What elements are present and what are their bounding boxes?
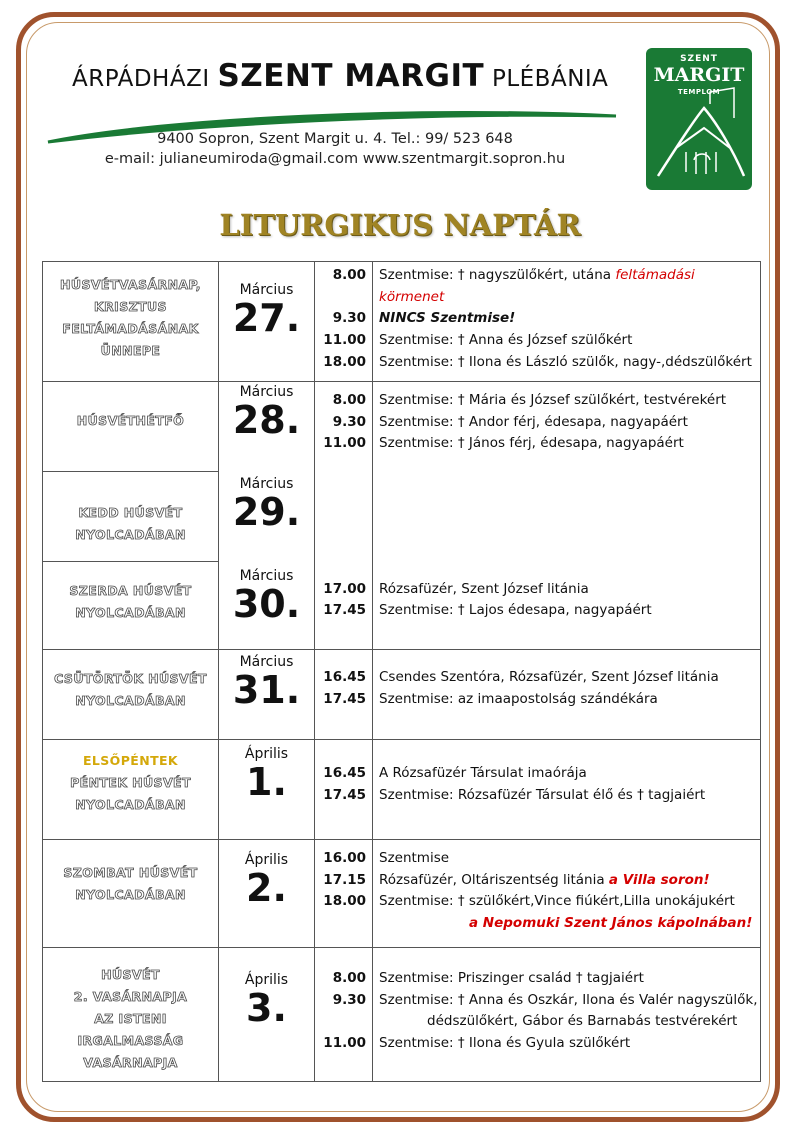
mass-intention [373, 308, 760, 330]
day-row [43, 262, 761, 382]
mass-intention [373, 913, 760, 935]
church-drawing-icon [646, 48, 752, 190]
feast-name-line: SZOMBAT HÚSVÉT [63, 865, 198, 880]
feast-cell [43, 948, 219, 1082]
mass-time: 11.00 [323, 332, 366, 349]
date-cell [219, 948, 315, 1082]
feast-name-line: ÜNNEPE [100, 343, 161, 358]
month-label: Március [239, 475, 294, 492]
mass-intention [373, 1033, 760, 1055]
intention-text: Szentmise: az imaapostolság szándékára [379, 690, 658, 707]
mass-intention [373, 1011, 760, 1033]
day-number: 27. [232, 296, 301, 340]
contact-line: e-mail: julianeumiroda@gmail.com www.szentmargit.sopron.hu [104, 151, 566, 167]
intention-text: dédszülőkért, Gábor és Barnabás testvérekért [427, 1013, 738, 1030]
day-number: 2. [246, 866, 287, 910]
time-cell [315, 562, 373, 650]
location-note: a Villa soron! [608, 871, 710, 888]
intention-text: Csendes Szentóra, Rózsafüzér, Szent József litánia [379, 669, 719, 685]
mass-intention [373, 390, 760, 412]
intention-cell [373, 472, 761, 562]
day-number: 29. [232, 489, 301, 534]
intention-text: Rózsafüzér, Szent József litánia [379, 580, 589, 597]
day-number: 31. [232, 668, 301, 712]
mass-intention [373, 763, 760, 785]
month-label: Március [239, 654, 294, 670]
feast-name-line: NYOLCADÁBAN [75, 527, 186, 542]
feast-cell [43, 840, 219, 948]
logo-line2: MARGIT [653, 64, 745, 86]
day-number: 28. [232, 398, 301, 442]
address-line: 9400 Sopron, Szent Margit u. 4. Tel.: 99/ 523 648 [157, 131, 513, 147]
feast-cell [43, 382, 219, 472]
intention-text: Szentmise: † Mária és József szülőkért, testvérekért [379, 392, 727, 408]
mass-intention [373, 330, 760, 352]
mass-intention [373, 667, 760, 689]
intention-text: A Rózsafüzér Társulat imaórája [379, 765, 587, 781]
feast-name-line: HÚSVÉT [101, 967, 160, 982]
intention-text: Szentmise: † Ilona és Gyula szülőkért [379, 1035, 631, 1052]
mass-time: 9.30 [332, 413, 366, 430]
mass-time: 18.00 [323, 353, 366, 370]
intention-text: Szentmise: † Andor férj, édesapa, nagyapáért [379, 413, 688, 430]
time-cell [315, 472, 373, 562]
day-number: 3. [246, 986, 287, 1030]
procession-note: feltámadási [615, 267, 695, 283]
logo-line1: SZENT [680, 54, 718, 64]
intention-cell [373, 840, 761, 948]
mass-time [315, 1011, 372, 1033]
location-note: a Nepomuki Szent János kápolnában! [469, 915, 753, 932]
mass-time: 17.00 [323, 580, 366, 597]
feast-name-line: NYOLCADÁBAN [75, 887, 186, 902]
intention-cell [373, 948, 761, 1082]
mass-intention [373, 990, 760, 1012]
intention-cell [373, 562, 761, 650]
feast-name-line: NYOLCADÁBAN [75, 693, 186, 708]
time-cell [315, 650, 373, 740]
mass-intention [373, 689, 760, 711]
mass-intention [373, 785, 760, 807]
date-cell [219, 562, 315, 650]
church-logo [646, 48, 752, 190]
feast-name-line: NYOLCADÁBAN [75, 797, 186, 812]
month-label: Március [239, 384, 294, 400]
mass-time: 8.00 [332, 970, 366, 986]
intention-cell [373, 650, 761, 740]
feast-cell [43, 472, 219, 562]
intention-text: Rózsafüzér, Oltáriszentség litánia [379, 871, 609, 888]
mass-time: 16.45 [323, 669, 366, 685]
feast-name-line: KRISZTUS [94, 299, 167, 314]
mass-intention [373, 891, 760, 913]
mass-time: 8.00 [332, 267, 366, 283]
feast-name-line: AZ ISTENI IRGALMASSÁG [77, 1011, 184, 1048]
day-row [43, 382, 761, 472]
intention-cell [373, 262, 761, 382]
feast-name-line: VASÁRNAPJA [83, 1055, 178, 1070]
day-row [43, 650, 761, 740]
mass-intention [373, 287, 760, 309]
feast-highlight: ELSŐPÉNTEK [82, 753, 179, 768]
mass-time: 11.00 [323, 435, 366, 452]
feast-name-line: PÉNTEK HÚSVÉT [70, 775, 191, 790]
feast-name-line: 2. VASÁRNAPJA [73, 989, 188, 1004]
liturgical-calendar [42, 261, 761, 1082]
mass-intention [373, 579, 760, 601]
date-cell [219, 262, 315, 382]
date-cell [219, 650, 315, 740]
time-cell [315, 740, 373, 840]
time-cell [315, 382, 373, 472]
mass-time [315, 287, 372, 309]
feast-name-line: FELTÁMADÁSÁNAK [62, 321, 199, 336]
mass-intention [373, 870, 760, 892]
feast-name-line: KEDD HÚSVÉT [78, 505, 183, 520]
day-row [43, 840, 761, 948]
mass-time: 11.00 [323, 1035, 366, 1052]
time-cell [315, 840, 373, 948]
intention-text: Szentmise: † nagyszülőkért, utána [379, 267, 616, 283]
intention-text: Szentmise: † Anna és Oszkár, Ilona és Valér nagyszülők, [379, 991, 758, 1008]
month-label: Március [239, 282, 294, 298]
mass-intention [373, 848, 760, 870]
feast-name-line: SZERDA HÚSVÉT [69, 583, 192, 598]
day-row [43, 562, 761, 650]
page-title: LITURGIKUS NAPTÁR [219, 208, 581, 242]
mass-intention [373, 412, 760, 434]
feast-name-line: CSÜTÖRTÖK HÚSVÉT [54, 671, 207, 686]
time-cell [315, 262, 373, 382]
intention-text: Szentmise: † szülőkért,Vince fiúkért,Lilla unokájukért [379, 893, 735, 910]
intention-cell [373, 382, 761, 472]
logo-line3: TEMPLOM [677, 88, 721, 96]
intention-text: Szentmise: Priszinger család † tagjaiért [379, 970, 644, 986]
feast-cell [43, 650, 219, 740]
intention-text: Szentmise: † Lajos édesapa, nagyapáért [379, 602, 652, 619]
day-number: 1. [246, 760, 287, 804]
parish-main: SZENT MARGIT [217, 58, 485, 94]
mass-time: 16.00 [323, 850, 366, 866]
month-label: Április [244, 852, 289, 868]
mass-intention [373, 265, 760, 287]
feast-cell [43, 262, 219, 382]
month-label: Március [239, 567, 294, 584]
month-label: Április [244, 746, 289, 762]
mass-intention [373, 433, 760, 455]
parish-name [72, 58, 612, 94]
feast-name-line: HÚSVÉTHÉTFŐ [76, 413, 185, 428]
date-cell [219, 472, 315, 562]
intention-text: Szentmise: † Anna és József szülőkért [379, 332, 633, 349]
procession-note: körmenet [379, 288, 445, 305]
parish-prefix: ÁRPÁDHÁZI [72, 66, 210, 92]
mass-time: 8.00 [332, 392, 366, 408]
feast-name-line: HÚSVÉTVASÁRNAP, [60, 277, 201, 292]
mass-time: 16.45 [323, 765, 366, 781]
time-cell [315, 948, 373, 1082]
mass-time: 17.45 [323, 690, 366, 707]
intention-text: Szentmise [379, 850, 450, 866]
date-cell [219, 840, 315, 948]
mass-intention [373, 968, 760, 990]
date-cell [219, 382, 315, 472]
intention-text: Szentmise: Rózsafüzér Társulat élő és † tagjaiért [379, 786, 706, 803]
day-row [43, 740, 761, 840]
mass-time: 17.15 [323, 871, 366, 888]
intention-text: Szentmise: † Ilona és László szülők, nagy-,dédszülőkért [379, 353, 752, 370]
day-number: 30. [232, 581, 301, 626]
day-row [43, 472, 761, 562]
mass-time: 9.30 [332, 991, 366, 1008]
mass-time: 9.30 [332, 310, 366, 327]
feast-name-line: NYOLCADÁBAN [75, 605, 186, 620]
intention-text: Szentmise: † János férj, édesapa, nagyapáért [379, 435, 684, 452]
no-mass-note: NINCS Szentmise! [379, 310, 516, 327]
day-row [43, 948, 761, 1082]
date-cell [219, 740, 315, 840]
mass-intention [373, 600, 760, 622]
feast-cell [43, 562, 219, 650]
mass-intention [373, 352, 760, 374]
intention-cell [373, 740, 761, 840]
month-label: Április [244, 972, 289, 988]
parish-suffix: PLÉBÁNIA [491, 66, 609, 92]
mass-time: 18.00 [323, 893, 366, 910]
feast-cell [43, 740, 219, 840]
mass-time: 17.45 [323, 602, 366, 619]
mass-time: 17.45 [323, 786, 366, 803]
mass-time [315, 913, 372, 935]
